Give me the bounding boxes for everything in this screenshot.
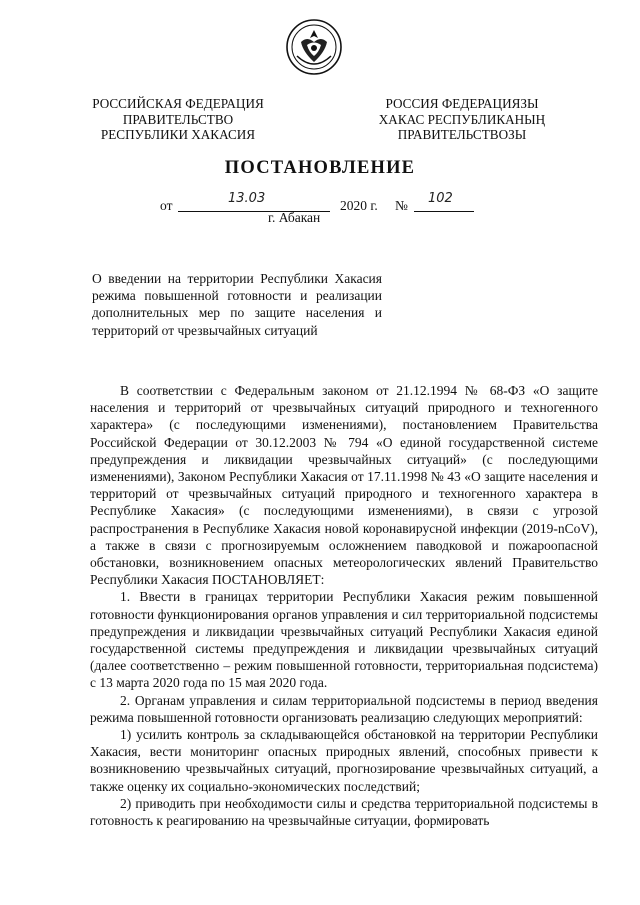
- number-handwritten: 102: [428, 191, 453, 206]
- body-paragraph: 1. Ввести в границах территории Республики Хакасия режим повышенной готовности функционирования органов управления и сил территориальной подсистемы предупреждения и ликвидации чрезвычайных ситуаций Республики Хакасия единой государственной системы предупреждения и ликвидации чрезвычайных ситуаций (далее соответственно – режим повышенной готовности, территориальная подсистема) с 13 марта 2020 года по 15 мая 2020 года.: [90, 589, 598, 691]
- date-handwritten: 13.03: [228, 191, 266, 206]
- header-right-line2: ХАКАС РЕСПУБЛИКАНЫҢ: [378, 111, 546, 127]
- document-body: [90, 382, 598, 829]
- document-subject: О введении на территории Республики Хакасия режима повышенной готовности и реализации дополнительных мер по защите населения и территорий от чрезвычайных ситуаций: [92, 271, 382, 338]
- header-right-line3: ПРАВИТЕЛЬСТВОЗЫ: [397, 127, 527, 142]
- header-left-line1: РОССИЙСКАЯ ФЕДЕРАЦИЯ: [92, 96, 264, 111]
- body-paragraph: 2. Органам управления и силам территориальной подсистемы в период введения режима повышенной готовности организовать реализацию следующих мероприятий:: [90, 692, 598, 725]
- header-left-line2: ПРАВИТЕЛЬСТВО: [122, 111, 234, 127]
- header-right-line1: РОССИЯ ФЕДЕРАЦИЯЗЫ: [385, 96, 539, 111]
- document-type-title: ПОСТАНОВЛЕНИЕ: [224, 158, 416, 178]
- number-label: №: [395, 198, 408, 213]
- coat-of-arms-icon: [285, 18, 343, 76]
- year-label: 2020 г.: [340, 198, 378, 213]
- header-left: [78, 96, 278, 143]
- body-paragraph: 2) приводить при необходимости силы и средства территориальной подсистемы в готовность к реагированию на чрезвычайные ситуации, формировать: [90, 795, 598, 829]
- header-right: [352, 96, 572, 143]
- body-paragraph: В соответствии с Федеральным законом от 21.12.1994 № 68-ФЗ «О защите населения и территорий от чрезвычайных ситуаций природного и техногенного характера» (с последующими изменениями), постановлением Правительства Российской Федерации от 30.12.2003 № 794 «О единой государственной системе предупреждения и ликвидации чрезвычайных ситуаций» (с последующими изменениями), Законом Республики Хакасия от 17.11.1998 № 43 «О защите населения и территорий от чрезвычайных ситуаций природного и техногенного характера в Республике Хакасия» (с последующими изменениями), в связи с угрозой распространения в Республике Хакасия новой коронавирусной инфекции (2019-nCoV), а также в связи с прогнозируемым осложнением паводковой и пожароопасной обстановки, возникновением опасных метеорологических явлений Правительство Республики Хакасия ПОСТАНОВЛЯЕТ:: [90, 383, 598, 588]
- header-left-line3: РЕСПУБЛИКИ ХАКАСИЯ: [100, 127, 256, 142]
- date-prefix: от: [160, 198, 173, 213]
- body-paragraph: 1) усилить контроль за складывающейся обстановкой на территории Республики Хакасия, вести мониторинг опасных природных явлений, способных привести к возникновению чрезвычайных ситуаций, прогнозирование чрезвычайных ситуаций, а также оценку их социально-экономических последствий;: [90, 727, 598, 794]
- city-label: г. Абакан: [268, 210, 321, 225]
